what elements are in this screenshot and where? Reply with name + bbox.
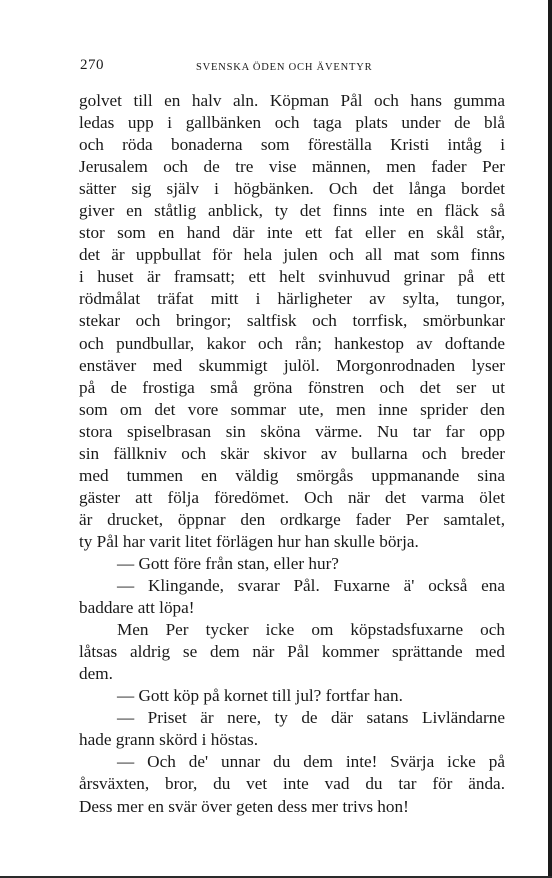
text-line: gäster att följa föredömet. Och när det varma ölet (79, 487, 505, 507)
text-line: ty Pål har varit litet förlägen hur han skulle börja. (79, 531, 419, 551)
page-number: 270 (80, 57, 104, 73)
text-line: — Gott före från stan, eller hur? (117, 553, 339, 573)
text-line: med tummen en väldig smörgås uppmanande sina (79, 465, 505, 485)
text-line: hade grann skörd i höstas. (79, 730, 259, 750)
text-line: — Gott köp på kornet till jul? fortfar han. (117, 686, 403, 706)
text-line: som om det vore sommar ute, men inne sprider den (79, 399, 505, 419)
text-line: — Priset är nere, ty de där satans Livländarne (117, 708, 505, 728)
text-line: årsväxten, bror, du vet inte vad du tar för ända. (79, 774, 505, 794)
text-line: på de frostiga små gröna fönstren och det ser ut (79, 377, 505, 397)
text-line: sätter sig själv i högbänken. Och det långa bordet (79, 179, 505, 199)
text-line: och pundbullar, kakor och rån; hankestop av doftande (79, 333, 505, 353)
text-line: sin fällkniv och skär skivor av bullarna och breder (79, 443, 505, 463)
text-line: baddare att löpa! (79, 598, 195, 618)
text-line: ledas upp i gallbänken och taga plats under de blå (79, 113, 505, 133)
text-line: Dess mer en svär över geten dess mer trivs hon! (79, 796, 409, 816)
text-line: rödmålat träfat mitt i härligheter av sylta, tungor, (79, 289, 505, 309)
text-line: är drucket, öppnar den ordkarge fader Per samtalet, (79, 509, 505, 529)
text-line: det är uppbullat för hela julen och all mat som finns (79, 245, 505, 265)
body-text (79, 90, 505, 818)
running-head: SVENSKA ÖDEN OCH ÄVENTYR (196, 62, 373, 73)
text-line: och röda bonaderna som föreställa Kristi intåg i (79, 135, 505, 155)
text-line: låtsas aldrig se dem när Pål kommer sprättande med (79, 642, 505, 662)
text-line: i huset är framsatt; ett helt svinhuvud grinar på ett (79, 267, 505, 287)
text-line: Jerusalem och de tre vise männen, men fader Per (79, 157, 505, 177)
text-line: stora spiselbrasan sin sköna värme. Nu tar far opp (79, 421, 505, 441)
text-line: giver en ståtlig anblick, ty det finns inte en fläck så (79, 201, 505, 221)
text-line: — Klingande, svarar Pål. Fuxarne ä' också ena (117, 576, 505, 596)
text-line: stekar och bringor; saltfisk och torrfisk, smörbunkar (79, 311, 505, 331)
text-line: stor som en hand där inte ett fat eller en skål står, (79, 223, 505, 243)
text-line: dem. (79, 664, 113, 684)
text-line: — Och de' unnar du dem inte! Svärja icke på (117, 752, 505, 772)
text-line: Men Per tycker icke om köpstadsfuxarne och (117, 620, 505, 640)
text-line: golvet till en halv aln. Köpman Pål och hans gumma (79, 91, 505, 110)
text-line: enstäver med skummigt julöl. Morgonrodnaden lyser (79, 355, 505, 375)
page-edge-right (548, 0, 552, 878)
